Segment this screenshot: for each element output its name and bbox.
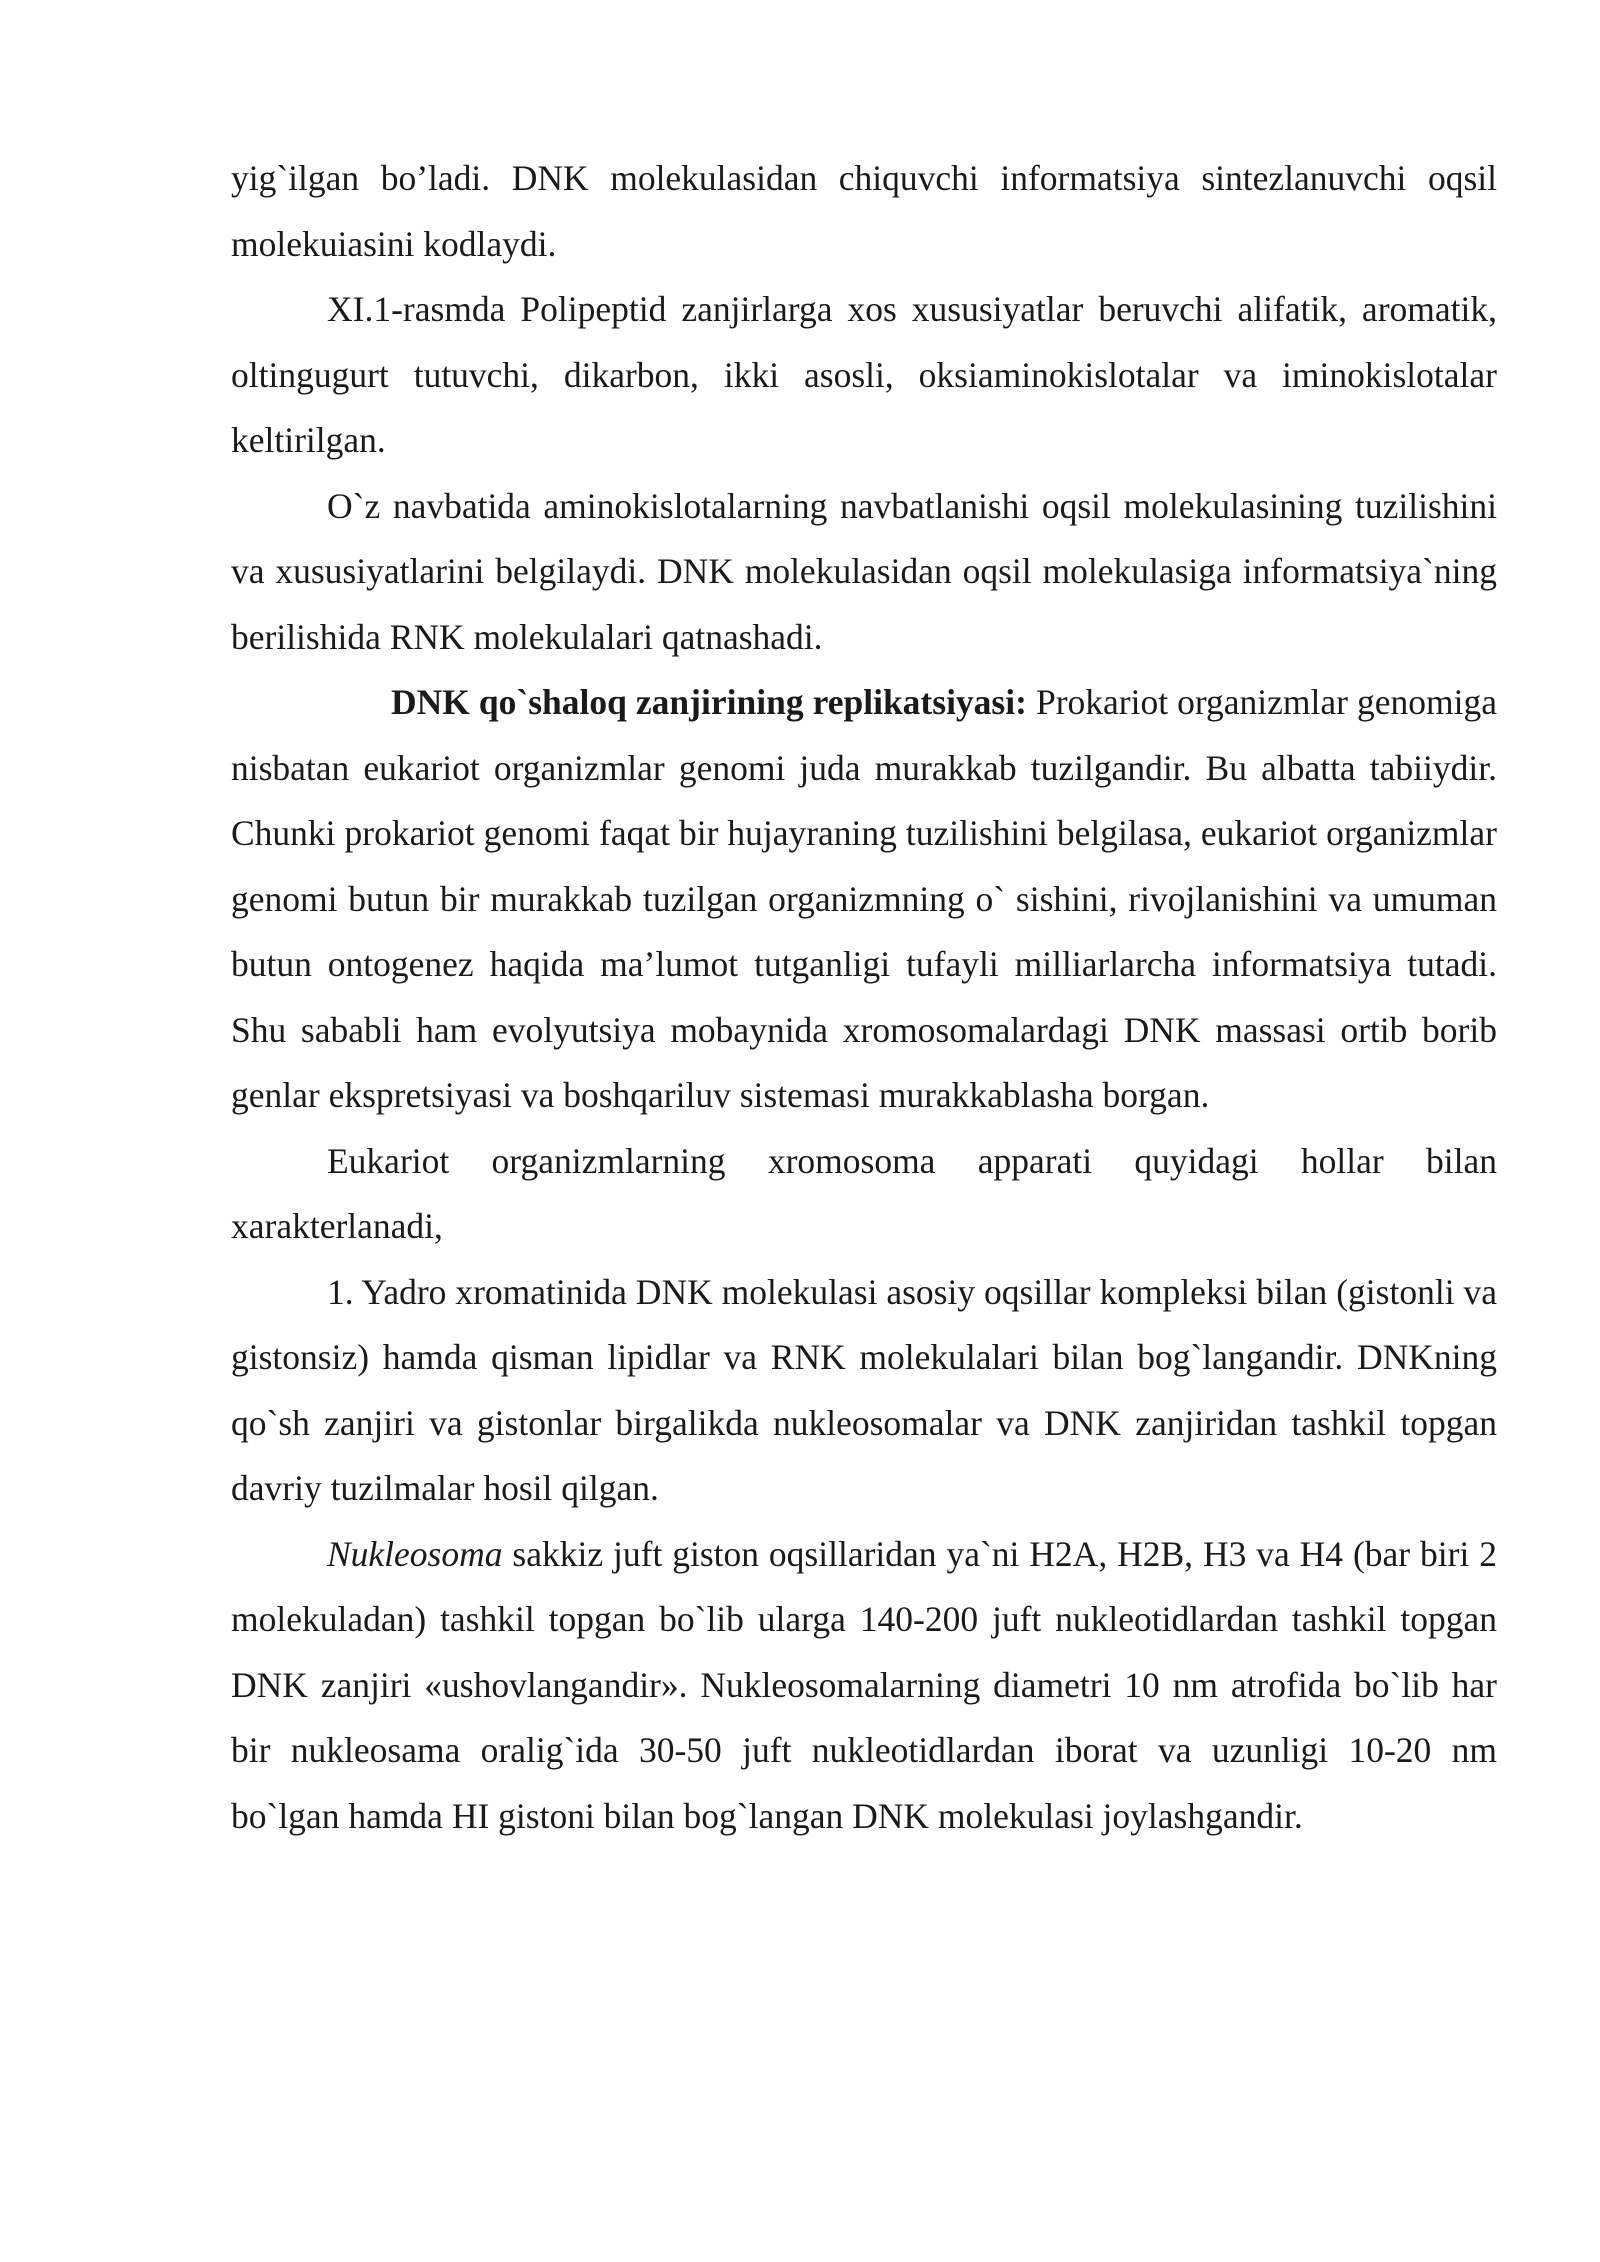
paragraph-continuation xyxy=(231,146,1497,277)
paragraph-nucleosome xyxy=(231,1522,1497,1850)
paragraph-text: sakkiz juft giston oqsillaridan ya`ni H2A, H2B, H3 va H4 (bar biri 2 molekuladan) tashkil topgan bo`lib ularga 140-200 juft nukleotidlardan tashkil topgan DNK zanjiri «ushovlangandir». Nukleosomalarning diametri 10 nm atrofida bo`lib har bir nukleosama oralig`ida 30-50 juft nukleotidlardan iborat va uzunligi 10-20 nm bo`lgan hamda HI gistoni bilan bog`langan DNK molekulasi joylashgandir. xyxy=(231,1533,1497,1836)
paragraph-text: Prokariot organizmlar genomiga nisbatan eukariot organizmlar genomi juda murakkab tuzilgandir. Bu albatta tabiiydir. Chunki prokariot genomi faqat bir hujayraning tuzilishini belgilasa, eukariot organizmlar genomi butun bir murakkab tuzilgan organizmning o` sishini, rivojlanishini va umuman butun ontogenez haqida ma’lumot tutganligi tufayli milliarlarcha informatsiya tutadi. Shu sababli ham evolyutsiya mobaynida xromosomalardagi DNK massasi ortib borib genlar ekspretsiyasi va boshqariluv sistemasi murakkablasha borgan. xyxy=(231,682,1497,1115)
document-page xyxy=(231,146,1497,1849)
term-nucleosome: Nukleosoma xyxy=(327,1533,503,1574)
paragraph-text: O`z navbatida aminokislotalarning navbatlanishi oqsil molekulasining tuzilishini va xususiyatlarini belgilaydi. DNK molekulasidan oqsil molekulasiga informatsiya`ning berilishida RNK molekulalari qatnashadi. xyxy=(231,485,1497,657)
section-heading: DNK qo`shaloq zanjirining replikatsiyasi: xyxy=(391,682,1027,722)
paragraph-text: yig`ilgan bo’ladi. DNK molekulasidan chiquvchi informatsiya sintezlanuvchi oqsil molekuiasini kodlaydi. xyxy=(231,158,1497,264)
paragraph-list-item-1 xyxy=(231,1260,1497,1522)
paragraph-figure-reference xyxy=(231,277,1497,474)
paragraph-text: Eukariot organizmlarning xromosoma apparati quyidagi hollar bilan xarakterlanadi, xyxy=(231,1140,1497,1246)
paragraph-replication xyxy=(231,670,1497,1129)
paragraph-text: XI.1-rasmda Polipeptid zanjirlarga xos xususiyatlar beruvchi alifatik, aromatik, oltingugurt tutuvchi, dikarbon, ikki asosli, oksiaminokislotalar va iminokislotalar keltirilgan. xyxy=(231,289,1497,460)
paragraph-amino-acid-sequence xyxy=(231,474,1497,671)
paragraph-text: 1. Yadro xromatinida DNK molekulasi asosiy oqsillar kompleksi bilan (gistonli va gistonsiz) hamda qisman lipidlar va RNK molekulalari bilan bog`langandir. DNKning qo`sh zanjiri va gistonlar birgalikda nukleosomalar va DNK zanjiridan tashkil topgan davriy tuzilmalar hosil qilgan. xyxy=(231,1271,1497,1508)
paragraph-chromosome-apparatus xyxy=(231,1129,1497,1260)
